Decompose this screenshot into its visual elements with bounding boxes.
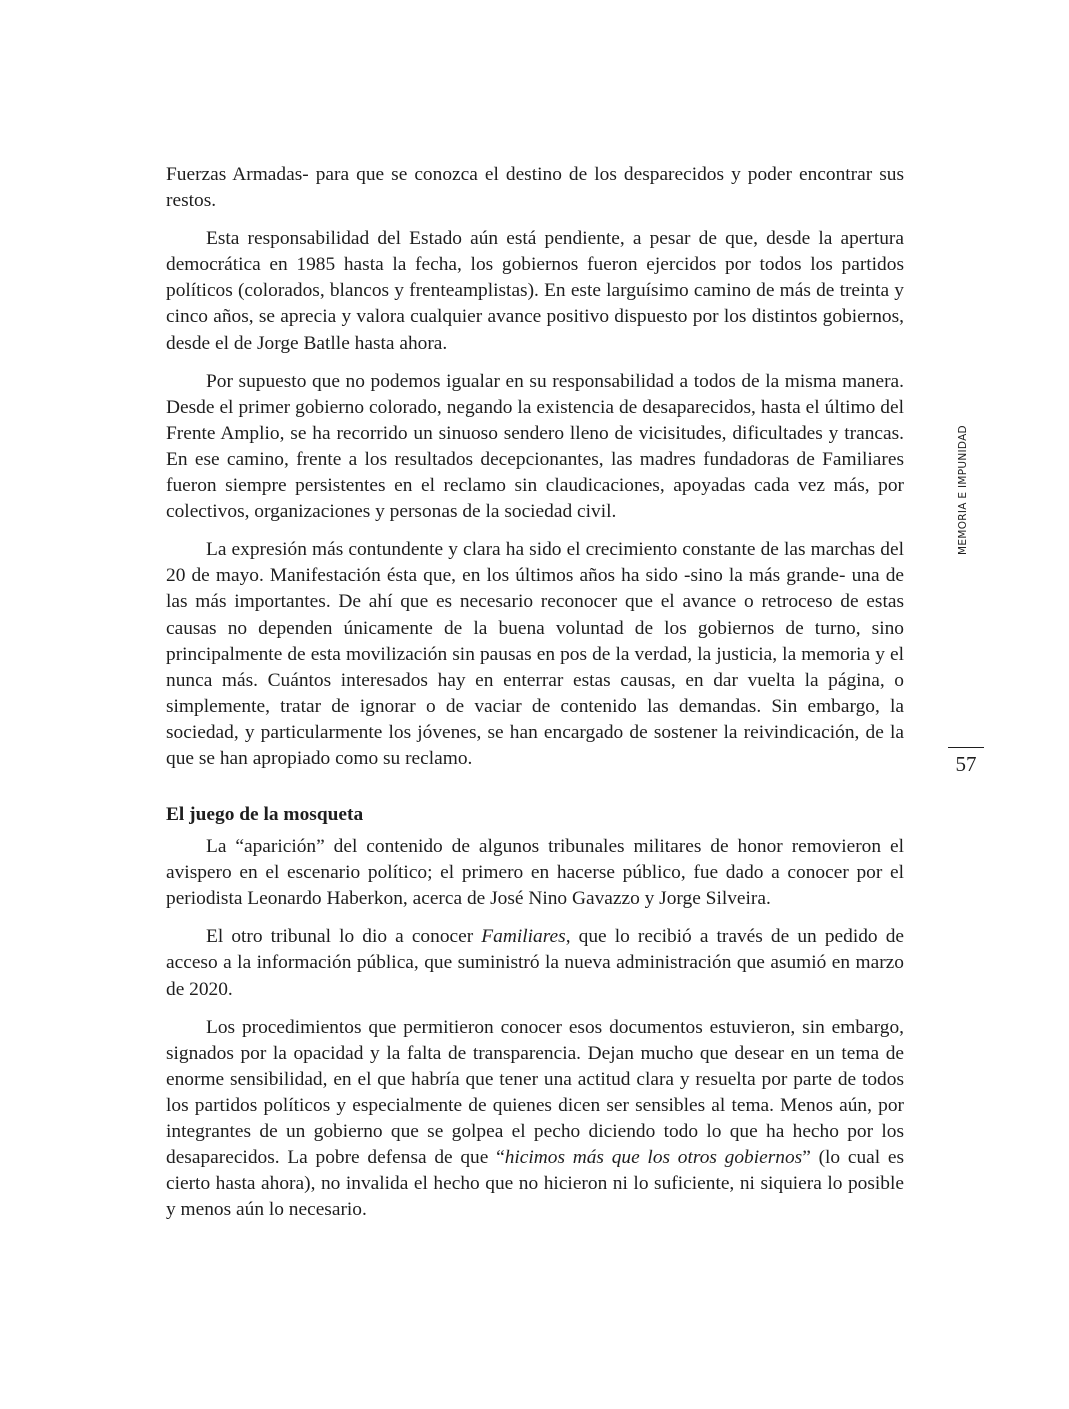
paragraph-tribunals: La “aparición” del contenido de algunos tribunales militares de honor removieron el avispero en el escenario político; el primero en hacerse público, fue dado a conocer por el periodista Leonardo Haberkon, acerca de José Nino Gavazzo y Jorge Silveira. [166, 836, 904, 910]
text-segment: Los procedimientos que permitieron conocer esos documentos estuvieron, sin embargo, signados por la opacidad y la falta de transparencia. Dejan mucho que desear en un tema de enorme sensibilidad, en el que habría que tener una actitud clara y resuelta por parte de todos los partidos políticos y especialmente de quienes dicen ser sensibles al tema. Menos aún, por integrantes de un gobierno que se golpea el pecho diciendo todo lo que ha hecho por los desaparecidos. La pobre defensa de que “ [166, 1016, 904, 1169]
paragraph-state-responsibility: Esta responsabilidad del Estado aún está pendiente, a pesar de que, desde la apertura democrática en 1985 hasta la fecha, los gobiernos fueron ejercidos por todos los partidos políticos (colorados, blancos y frenteamplistas). En este larguísimo camino de más de treinta y cinco años, se aprecia y valora cualquier avance positivo dispuesto por los distintos gobiernos, desde el de Jorge Batlle hasta ahora. [166, 228, 904, 354]
text-segment: , que lo recibió a través de un pedido de acceso a la información pública, que suministró la nueva administración que asumió en marzo de 2020. [166, 926, 904, 1000]
text-segment: El otro tribunal lo dio a conocer [206, 926, 482, 948]
text-segment: ” (lo cual es cierto hasta ahora), no invalida el hecho que no hicieron ni lo suficiente, ni siquiera lo posible y menos aún lo necesario. [166, 1147, 905, 1221]
paragraph-continuation: Fuerzas Armadas- para que se conozca el destino de los desparecidos y poder encontrar sus restos. [166, 164, 904, 212]
page-number-rule [948, 747, 984, 748]
paragraph-may-march: La expresión más contundente y clara ha sido el crecimiento constante de las marchas del 20 de mayo. Manifestación ésta que, en los últimos años ha sido -sino la más grande- una de las más importantes. De ahí que es necesario reconocer que el avance o retroceso de estas causas no dependen únicamente de la buena voluntad de los gobiernos de turno, sino principalmente de esta movilización sin pausas en pos de la verdad, la justicia, la memoria y el nunca más. Cuántos interesados hay en enterrar estas causas, en dar vuelta la página, o simplemente, tratar de ignorar o de vaciar de contenido las demandas. Sin embargo, la sociedad, y particularmente los jóvenes, se han encargado de sostener la reivindicación, de la que se han apropiado como su reclamo. [166, 539, 904, 769]
paragraph-governments: Por supuesto que no podemos igualar en su responsabilidad a todos de la misma manera. Desde el primer gobierno colorado, negando la existencia de desaparecidos, hasta el último del Frente Amplio, se ha recorrido un sinuoso sendero lleno de vicisitudes, dificultades y trancas. En ese camino, frente a los resultados decepcionantes, las madres fundadoras de Familiares fueron siempre persistentes en el reclamo sin claudicaciones, apoyadas cada vez más, por colectivos, organizaciones y personas de la sociedad civil. [166, 370, 904, 523]
italic-quote: hicimos más que los otros gobiernos [504, 1147, 803, 1169]
page-number: 57 [955, 752, 977, 776]
paragraph-other-tribunal [166, 924, 904, 1002]
section-heading: El juego de la mosqueta [166, 804, 364, 826]
running-head: MEMORIA E IMPUNIDAD [957, 425, 969, 555]
paragraph-procedures [166, 1015, 904, 1224]
body-text [166, 162, 904, 1235]
italic-familiares: Familiares [481, 926, 566, 948]
